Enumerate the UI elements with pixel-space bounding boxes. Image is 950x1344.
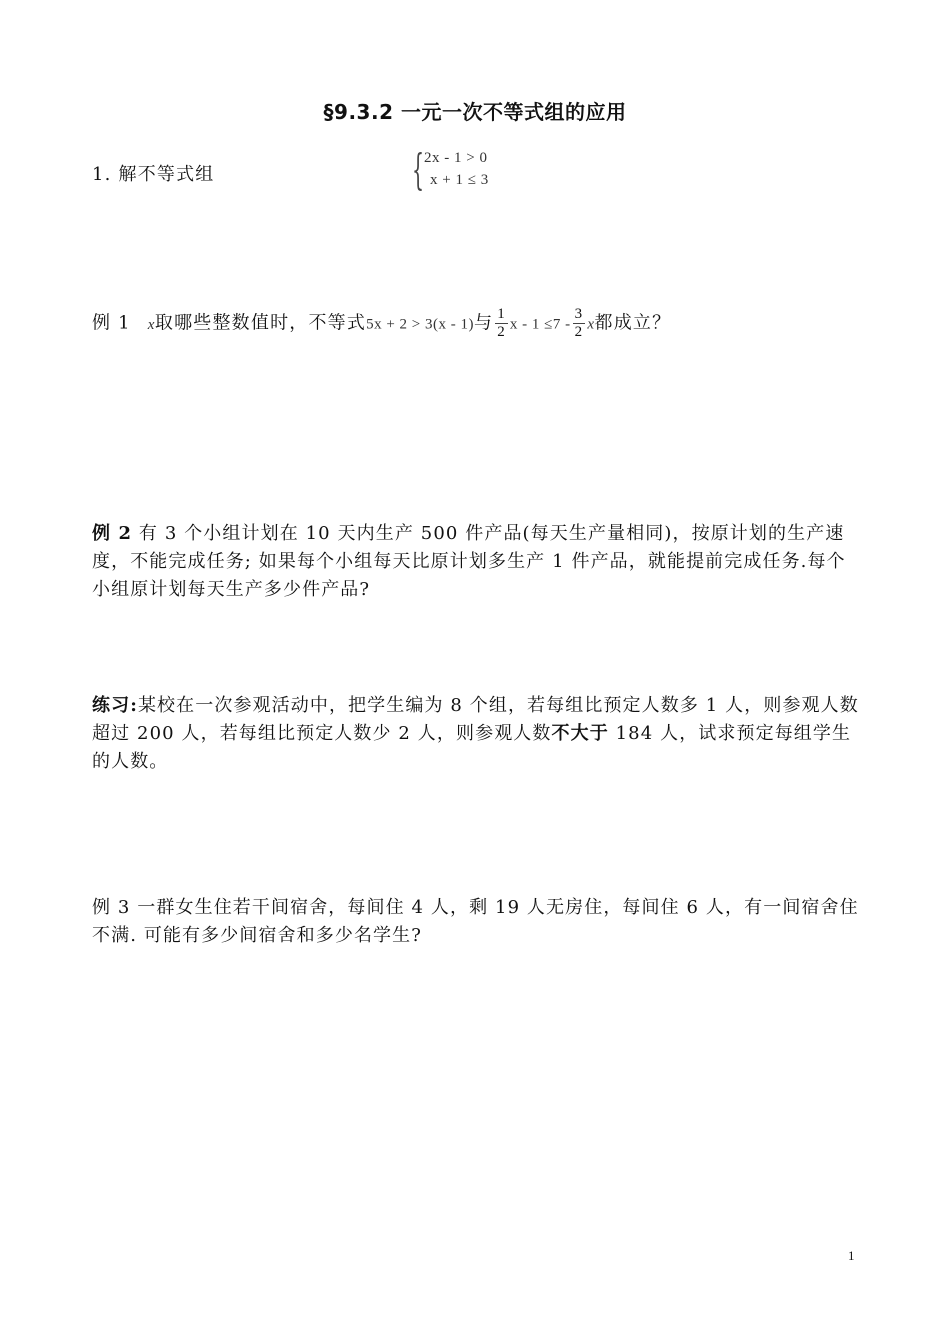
example-1: [92, 306, 671, 341]
page-title: §9.3.2 一元一次不等式组的应用: [323, 100, 627, 124]
inequality-2-mid: x - 1 ≤7 -: [509, 316, 571, 333]
inequality-system: [412, 145, 532, 194]
system-row-1: 2x - 1 > 0: [424, 150, 488, 166]
example-1-text-3: 都成立？: [594, 312, 672, 334]
example-1-label: 例 1: [92, 312, 131, 334]
page-number: 1: [848, 1248, 855, 1263]
left-brace-icon: {: [412, 145, 425, 194]
example-2-text: 有 3 个小组计划在 10 天内生产 500 件产品(每天生产量相同)，按原计划的生产速度，不能完成任务; 如果每个小组每天比原计划多生产 1 件产品，就能提前完成任务.每个小组原计划每天生产多少件产品?: [92, 523, 846, 600]
practice-emphasis: 不大于: [551, 723, 609, 744]
practice-label: 练习:: [92, 695, 138, 716]
example-1-var: x: [147, 316, 155, 333]
practice-text-1: 某校在一次参观活动中，把学生编为 8 个组，若每组比预定人数多 1 人，则参观人数超过 200 人，若每组比预定人数少 2 人，则参观人数: [92, 695, 859, 744]
system-row-2: x + 1 ≤ 3: [430, 172, 489, 188]
example-1-text-2: 与: [473, 312, 494, 334]
practice-text-2: 184 人，试求预定每组学生的人数。: [92, 723, 852, 772]
fraction-half: $\frac{1}{2}$: [497, 306, 506, 340]
example-1-text-1: 取哪些整数值时，不等式: [154, 312, 367, 334]
inequality-2-end: x: [587, 316, 595, 333]
inequality-1: 5x + 2 > 3(x - 1): [366, 316, 474, 333]
practice: [92, 692, 860, 776]
fraction-three-halves: $\frac{3}{2}$: [574, 306, 584, 340]
example-3: 例 3 一群女生住若干间宿舍，每间住 4 人，剩 19 人无房住，每间住 6 人，有一间宿舍住不满. 可能有多少间宿舍和多少名学生?: [92, 897, 859, 946]
question-1-label: 1. 解不等式组: [92, 164, 215, 185]
example-2-label: 例 2: [92, 523, 133, 544]
example-2: [92, 520, 860, 604]
